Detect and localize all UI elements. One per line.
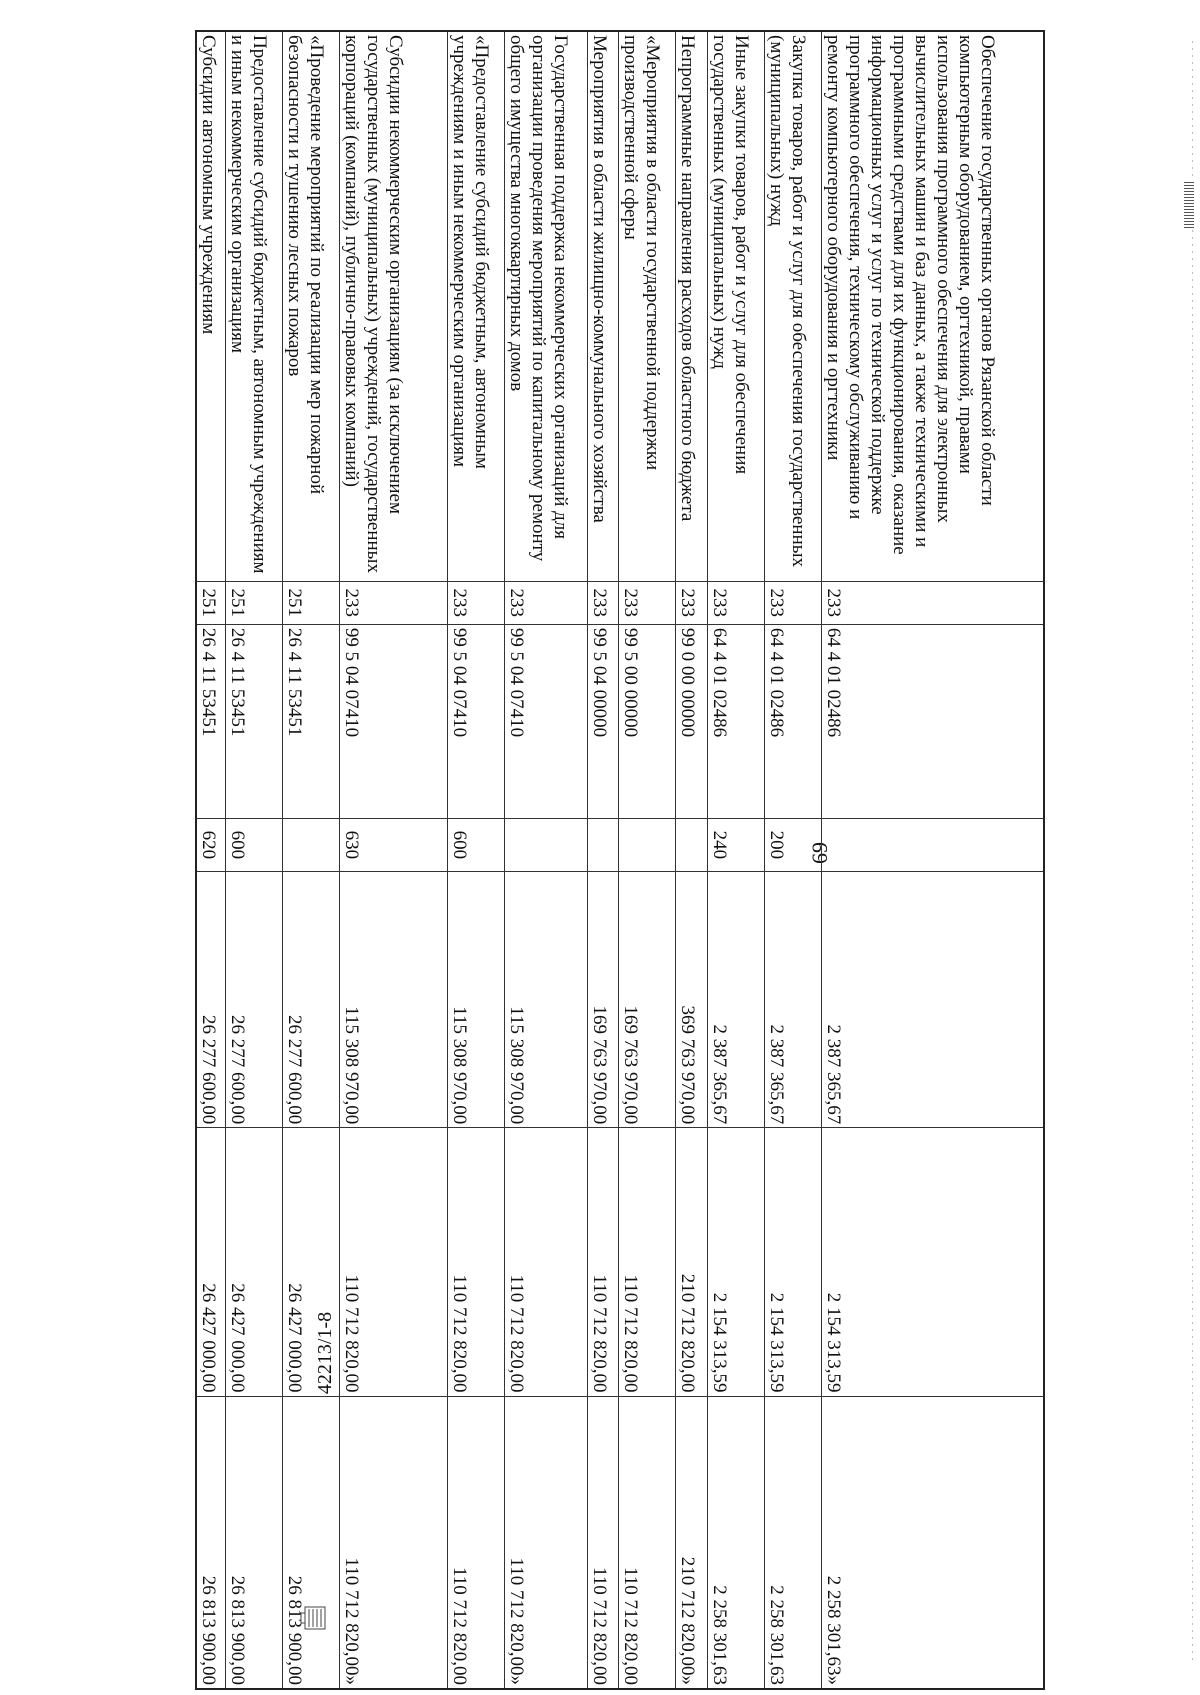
table-row [588, 31, 619, 1689]
row-name: Обеспечение государственных органов Рязанской области компьютерным оборудованием, оргтехникой, правами использования программного обеспечения для электронных вычислительных машин и баз данных, а также техническими и программными средствами для их функционирования, оказание информационных услуг и услуг по технической поддержке программного обеспечения, техническому обслуживанию и ремонту компьютерного оборудования и оргтехники [821, 31, 1044, 581]
row-article: 99 5 04 00000 [588, 624, 619, 818]
row-vr [821, 818, 1044, 871]
row-vr [676, 818, 707, 871]
row-sum1: 369 763 970,00 [676, 872, 707, 1128]
row-article: 26 4 11 53451 [225, 624, 282, 818]
row-sum1: 115 308 970,00 [339, 872, 448, 1128]
row-sum3: 26 813 900,00 [282, 1396, 339, 1689]
row-name: Государственная поддержка некоммерческих организаций для организации проведения мероприятий по капитальному ремонту общего имущества многоквартирных домов [505, 31, 588, 581]
row-sum3: 2 258 301,63» [821, 1396, 1044, 1689]
row-sum1: 2 387 365,67 [764, 872, 821, 1128]
row-code: 233 [821, 581, 1044, 624]
row-code: 233 [505, 581, 588, 624]
row-article: 99 5 00 00000 [619, 624, 676, 818]
row-article: 26 4 11 53451 [196, 624, 225, 818]
row-article: 26 4 11 53451 [282, 624, 339, 818]
row-sum1: 2 387 365,67 [707, 872, 764, 1128]
row-article: 64 4 01 02486 [707, 624, 764, 818]
row-sum3: 110 712 820,00 [588, 1396, 619, 1689]
row-sum2: 110 712 820,00 [339, 1128, 448, 1396]
row-vr: 600 [448, 818, 505, 871]
row-code: 233 [619, 581, 676, 624]
row-vr [619, 818, 676, 871]
scan-edge [1192, 40, 1193, 1660]
row-code: 251 [282, 581, 339, 624]
row-sum1: 115 308 970,00 [448, 872, 505, 1128]
table-row [225, 31, 282, 1689]
row-name: Мероприятия в области жилищно-коммунального хозяйства [588, 31, 619, 581]
row-vr [282, 818, 339, 871]
row-name: Непрограммные направления расходов областного бюджета [676, 31, 707, 581]
row-vr: 630 [339, 818, 448, 871]
row-sum3: 110 712 820,00 [619, 1396, 676, 1689]
row-sum1: 26 277 600,00 [282, 872, 339, 1128]
row-name: Иные закупки товаров, работ и услуг для обеспечения государственных (муниципальных) нужд [707, 31, 764, 581]
row-name: Субсидии автономным учреждениям [196, 31, 225, 581]
row-sum3: 210 712 820,00» [676, 1396, 707, 1689]
row-article: 99 5 04 07410 [448, 624, 505, 818]
row-vr: 200 [764, 818, 821, 871]
row-sum2: 110 712 820,00 [619, 1128, 676, 1396]
row-vr [588, 818, 619, 871]
row-sum2: 110 712 820,00 [588, 1128, 619, 1396]
row-vr: 240 [707, 818, 764, 871]
table-row [448, 31, 505, 1689]
row-sum1: 169 763 970,00 [588, 872, 619, 1128]
row-name: Предоставление субсидий бюджетным, автономным учреждениям и иным некоммерческим организациям [225, 31, 282, 581]
row-code: 233 [588, 581, 619, 624]
row-sum2: 26 427 000,00 [282, 1128, 339, 1396]
row-name: «Предоставление субсидий бюджетным, автономным учреждениям и иным некоммерческим организациям [448, 31, 505, 581]
row-sum1: 2 387 365,67 [821, 872, 1044, 1128]
row-sum2: 110 712 820,00 [505, 1128, 588, 1396]
table-row [505, 31, 588, 1689]
row-article: 99 0 00 00000 [676, 624, 707, 818]
row-sum3: 110 712 820,00» [339, 1396, 448, 1689]
row-article: 64 4 01 02486 [821, 624, 1044, 818]
table-row [764, 31, 821, 1689]
row-sum3: 2 258 301,63 [707, 1396, 764, 1689]
row-article: 99 5 04 07410 [339, 624, 448, 818]
row-vr [505, 818, 588, 871]
row-sum2: 26 427 000,00 [196, 1128, 225, 1396]
stamp-logo-icon [300, 1600, 330, 1636]
table-row [196, 31, 225, 1689]
row-name: «Проведение мероприятий по реализации мер пожарной безопасности и тушению лесных пожаров [282, 31, 339, 581]
row-sum1: 115 308 970,00 [505, 872, 588, 1128]
row-name: «Мероприятия в области государственной поддержки производственной сферы [619, 31, 676, 581]
row-code: 233 [764, 581, 821, 624]
row-sum1: 26 277 600,00 [196, 872, 225, 1128]
row-article: 99 5 04 07410 [505, 624, 588, 818]
row-article: 64 4 01 02486 [764, 624, 821, 818]
row-vr: 600 [225, 818, 282, 871]
row-sum3: 110 712 820,00 [448, 1396, 505, 1689]
table-row [821, 31, 1044, 1689]
row-code: 233 [707, 581, 764, 624]
table-row [619, 31, 676, 1689]
page-number: 69 [807, 842, 832, 864]
scan-mark [1184, 180, 1194, 228]
row-sum1: 26 277 600,00 [225, 872, 282, 1128]
row-code: 233 [339, 581, 448, 624]
row-sum2: 26 427 000,00 [225, 1128, 282, 1396]
row-code: 251 [225, 581, 282, 624]
row-sum3: 26 813 900,00 [225, 1396, 282, 1689]
row-name: Субсидии некоммерческим организациям (за исключением государственных (муниципальных) учреждений, государственных корпораций (компаний), публично-правовых компаний) [339, 31, 448, 581]
row-code: 251 [196, 581, 225, 624]
row-sum2: 110 712 820,00 [448, 1128, 505, 1396]
row-sum2: 2 154 313,59 [821, 1128, 1044, 1396]
row-code: 233 [676, 581, 707, 624]
table-row [707, 31, 764, 1689]
row-vr: 620 [196, 818, 225, 871]
row-sum3: 2 258 301,63 [764, 1396, 821, 1689]
document-code: 42213/1-8 [314, 1311, 336, 1395]
row-name: Закупка товаров, работ и услуг для обеспечения государственных (муниципальных) нужд [764, 31, 821, 581]
row-sum2: 2 154 313,59 [764, 1128, 821, 1396]
row-sum3: 110 712 820,00» [505, 1396, 588, 1689]
row-code: 233 [448, 581, 505, 624]
row-sum1: 169 763 970,00 [619, 872, 676, 1128]
table-row [339, 31, 448, 1689]
table-row [676, 31, 707, 1689]
row-sum2: 2 154 313,59 [707, 1128, 764, 1396]
row-sum2: 210 712 820,00 [676, 1128, 707, 1396]
row-sum3: 26 813 900,00 [196, 1396, 225, 1689]
